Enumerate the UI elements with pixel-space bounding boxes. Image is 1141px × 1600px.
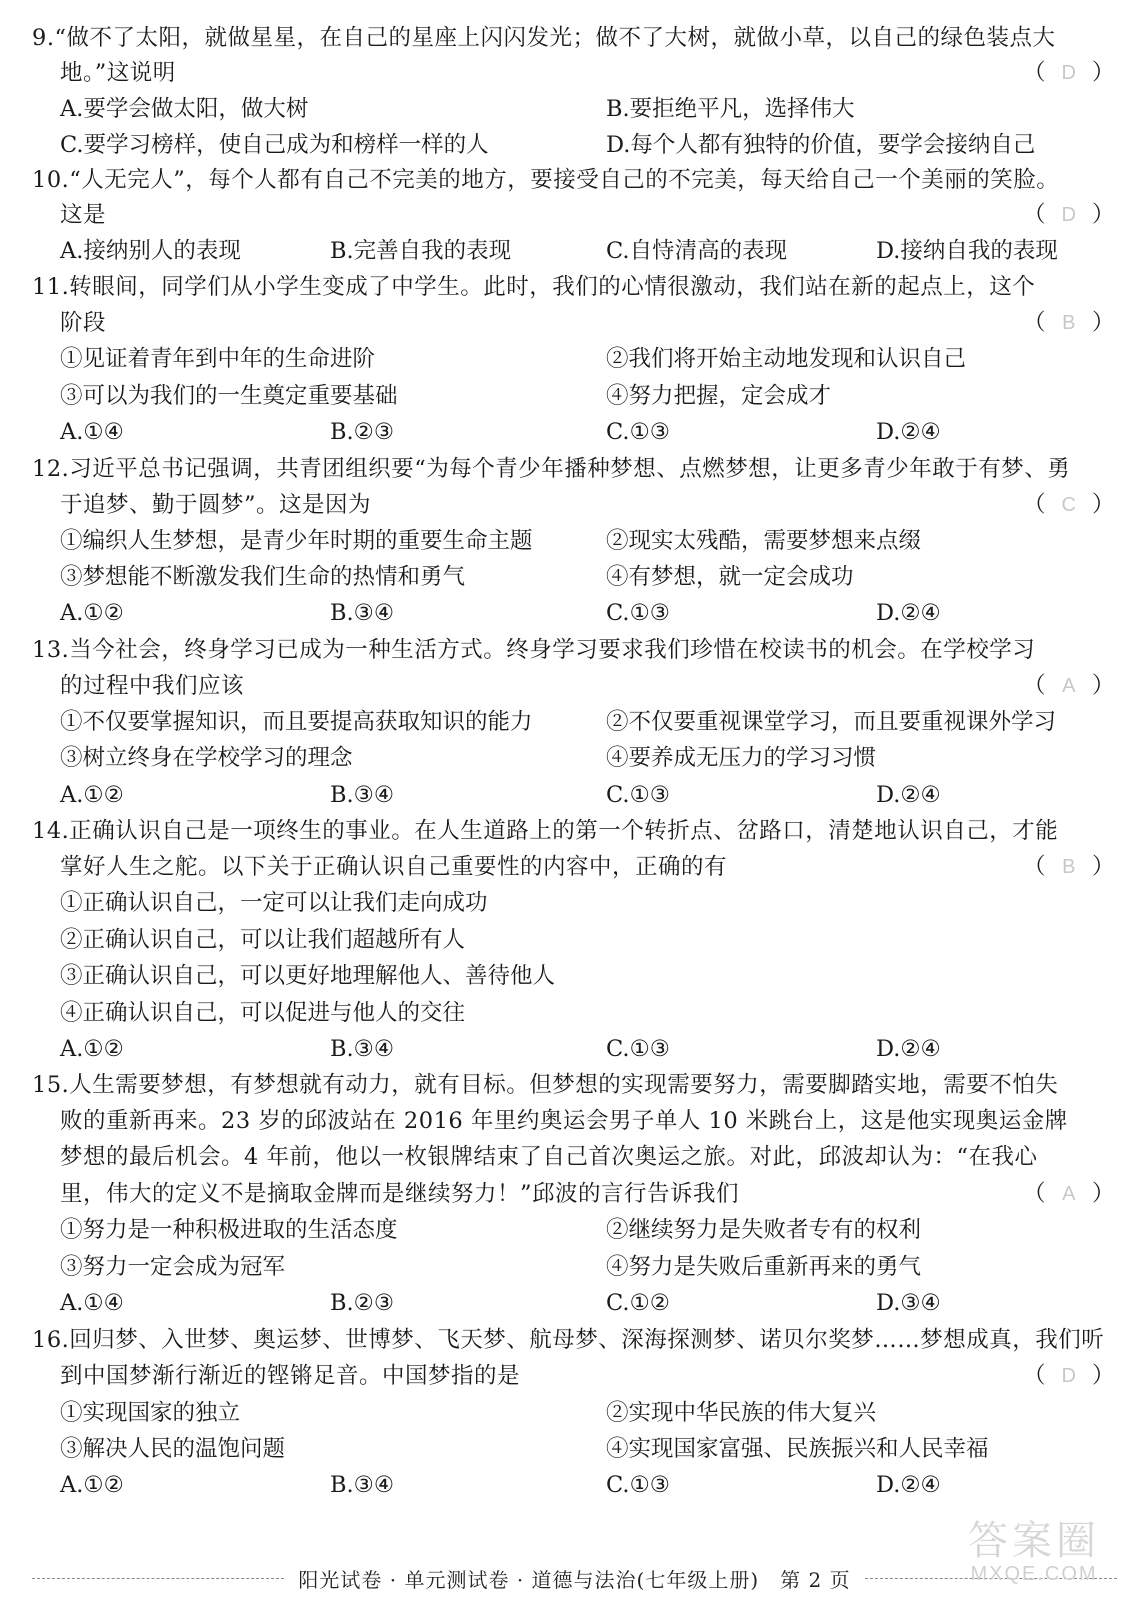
q12-item-4: ④有梦想，就一定会成功 bbox=[606, 564, 854, 590]
q11-option-c: C.①③ bbox=[606, 419, 670, 445]
q9-option-a: A.要学会做太阳，做大树 bbox=[60, 96, 309, 122]
q16-answer-box: （ D ） bbox=[1023, 1360, 1115, 1392]
q15-option-a: A.①④ bbox=[60, 1290, 124, 1316]
q15-answer-box: （ A ） bbox=[1023, 1178, 1115, 1210]
q15-answer-mark: A bbox=[1062, 1183, 1076, 1205]
q14-item-2: ②正确认识自己，可以让我们超越所有人 bbox=[60, 927, 466, 953]
q10-answer-mark: D bbox=[1061, 204, 1077, 226]
q9-option-d: D.每个人都有独特的价值，要学会接纳自己 bbox=[606, 132, 1036, 158]
watermark-logo: 答案圈 bbox=[968, 1517, 1100, 1564]
q14-stem-line-2: 掌好人生之舵。以下关于正确认识自己重要性的内容中，正确的有 （ B ） bbox=[32, 851, 1123, 883]
q11-item-1: ①见证着青年到中年的生命进阶 bbox=[60, 346, 376, 372]
q10-option-b: B.完善自我的表现 bbox=[330, 238, 512, 264]
q16-item-2: ②实现中华民族的伟大复兴 bbox=[606, 1400, 877, 1426]
q15-item-4: ④努力是失败后重新再来的勇气 bbox=[606, 1254, 922, 1280]
q13-answer-mark: A bbox=[1062, 675, 1076, 697]
q14-item-3: ③正确认识自己，可以更好地理解他人、善待他人 bbox=[60, 963, 556, 989]
q11-item-4: ④努力把握，定会成才 bbox=[606, 383, 832, 409]
q9-stem-text: 地。”这说明 bbox=[60, 60, 176, 86]
q15-option-b: B.②③ bbox=[330, 1290, 395, 1316]
q14-item-1: ①正确认识自己，一定可以让我们走向成功 bbox=[60, 890, 488, 916]
q11-option-b: B.②③ bbox=[330, 419, 395, 445]
footer-divider-left bbox=[32, 1578, 284, 1579]
q12-stem-line-1: 12.习近平总书记强调，共青团组织要“为每个青少年播种梦想、点燃梦想，让更多青少年敢于有梦、勇 bbox=[32, 456, 1071, 482]
q11-stem-line-1: 11.转眼间，同学们从小学生变成了中学生。此时，我们的心情很激动，我们站在新的起点上，这个 bbox=[32, 274, 1036, 300]
q14-option-a: A.①② bbox=[60, 1036, 124, 1062]
q15-option-c: C.①② bbox=[606, 1290, 670, 1316]
q11-answer-box: （ B ） bbox=[1023, 307, 1115, 339]
q11-option-a: A.①④ bbox=[60, 419, 124, 445]
q13-item-3: ③树立终身在学校学习的理念 bbox=[60, 745, 353, 771]
footer-text: 阳光试卷 · 单元测试卷 · 道德与法治(七年级上册) 第 2 页 bbox=[298, 1567, 851, 1592]
q15-item-1: ①努力是一种积极进取的生活态度 bbox=[60, 1217, 398, 1243]
q14-option-b: B.③④ bbox=[330, 1036, 395, 1062]
q12-option-a: A.①② bbox=[60, 600, 124, 626]
q16-item-1: ①实现国家的独立 bbox=[60, 1400, 241, 1426]
q12-option-c: C.①③ bbox=[606, 600, 670, 626]
q13-item-4: ④要养成无压力的学习习惯 bbox=[606, 745, 877, 771]
q11-item-3: ③可以为我们的一生奠定重要基础 bbox=[60, 383, 398, 409]
q16-stem-line-2: 到中国梦渐行渐近的铿锵足音。中国梦指的是 （ D ） bbox=[32, 1360, 1123, 1392]
q11-answer-mark: B bbox=[1062, 312, 1076, 334]
q10-stem-line-2: 这是 （ D ） bbox=[32, 199, 1123, 231]
q15-stem-line-3: 梦想的最后机会。4 年前，他以一枚银牌结束了自己首次奥运之旅。对此，邱波却认为：“在我心 bbox=[60, 1144, 1038, 1170]
q13-item-1: ①不仅要掌握知识，而且要提高获取知识的能力 bbox=[60, 709, 533, 735]
q14-answer-mark: B bbox=[1062, 856, 1076, 878]
q13-item-2: ②不仅要重视课堂学习，而且要重视课外学习 bbox=[606, 709, 1057, 735]
q13-option-c: C.①③ bbox=[606, 782, 670, 808]
q14-stem-line-1: 14.正确认识自己是一项终生的事业。在人生道路上的第一个转折点、岔路口，清楚地认识自己，才能 bbox=[32, 818, 1059, 844]
q12-item-3: ③梦想能不断激发我们生命的热情和勇气 bbox=[60, 564, 466, 590]
q16-option-c: C.①③ bbox=[606, 1472, 670, 1498]
q15-stem-line-1: 15.人生需要梦想，有梦想就有动力，就有目标。但梦想的实现需要努力，需要脚踏实地，需要不怕失 bbox=[32, 1072, 1059, 1098]
q10-stem-line-1: 10.“人无完人”，每个人都有自己不完美的地方，要接受自己的不完美，每天给自己一个美丽的笑脸。 bbox=[32, 167, 1060, 193]
q9-stem-line-2 bbox=[32, 57, 1123, 89]
q16-item-3: ③解决人民的温饱问题 bbox=[60, 1436, 286, 1462]
q14-option-c: C.①③ bbox=[606, 1036, 670, 1062]
q13-answer-box: （ A ） bbox=[1023, 670, 1115, 702]
q16-option-b: B.③④ bbox=[330, 1472, 395, 1498]
q15-item-2: ②继续努力是失败者专有的权利 bbox=[606, 1217, 922, 1243]
q14-answer-box: （ B ） bbox=[1023, 851, 1115, 883]
q16-item-4: ④实现国家富强、民族振兴和人民幸福 bbox=[606, 1436, 989, 1462]
q15-stem-line-4: 里，伟大的定义不是摘取金牌而是继续努力！”邱波的言行告诉我们 （ A ） bbox=[32, 1178, 1123, 1210]
q10-answer-box: （ D ） bbox=[1023, 199, 1115, 231]
q9-answer-mark: D bbox=[1061, 62, 1077, 84]
q13-option-d: D.②④ bbox=[876, 782, 941, 808]
q10-option-d: D.接纳自我的表现 bbox=[876, 238, 1058, 264]
q12-answer-mark: C bbox=[1061, 494, 1077, 516]
q12-item-1: ①编织人生梦想，是青少年时期的重要生命主题 bbox=[60, 528, 533, 554]
q11-stem-line-2: 阶段 （ B ） bbox=[32, 307, 1123, 339]
q10-option-a: A.接纳别人的表现 bbox=[60, 238, 241, 264]
q15-option-d: D.③④ bbox=[876, 1290, 941, 1316]
q12-item-2: ②现实太残酷，需要梦想来点缀 bbox=[606, 528, 922, 554]
q9-option-c: C.要学习榜样，使自己成为和榜样一样的人 bbox=[60, 132, 489, 158]
q9-stem-line-1: 9.“做不了太阳，就做星星，在自己的星座上闪闪发光；做不了大树，就做小草，以自己的绿色装点大 bbox=[32, 25, 1056, 51]
q9-answer-box: （ D ） bbox=[1023, 57, 1115, 89]
q13-option-b: B.③④ bbox=[330, 782, 395, 808]
q11-option-d: D.②④ bbox=[876, 419, 941, 445]
q13-stem-line-1: 13.当今社会，终身学习已成为一种生活方式。终身学习要求我们珍惜在校读书的机会。在学校学习 bbox=[32, 637, 1036, 663]
q16-option-a: A.①② bbox=[60, 1472, 124, 1498]
q15-item-3: ③努力一定会成为冠军 bbox=[60, 1254, 286, 1280]
q12-stem-line-2: 于追梦、勤于圆梦”。这是因为 （ C ） bbox=[32, 489, 1123, 521]
q14-item-4: ④正确认识自己，可以促进与他人的交往 bbox=[60, 1000, 466, 1026]
watermark bbox=[939, 1512, 1129, 1592]
q9-option-b: B.要拒绝平凡，选择伟大 bbox=[606, 96, 855, 122]
q13-option-a: A.①② bbox=[60, 782, 124, 808]
q16-stem-line-1: 16.回归梦、入世梦、奥运梦、世博梦、飞天梦、航母梦、深海探测梦、诺贝尔奖梦……梦想成真，我们听 bbox=[32, 1327, 1105, 1353]
q10-option-c: C.自恃清高的表现 bbox=[606, 238, 788, 264]
q15-stem-line-2: 败的重新再来。23 岁的邱波站在 2016 年里约奥运会男子单人 10 米跳台上，这是他实现奥运金牌 bbox=[60, 1108, 1068, 1134]
q11-item-2: ②我们将开始主动地发现和认识自己 bbox=[606, 346, 967, 372]
q16-option-d: D.②④ bbox=[876, 1472, 941, 1498]
q14-option-d: D.②④ bbox=[876, 1036, 941, 1062]
q12-option-d: D.②④ bbox=[876, 600, 941, 626]
q12-option-b: B.③④ bbox=[330, 600, 395, 626]
q12-answer-box: （ C ） bbox=[1023, 489, 1115, 521]
watermark-url: MXQE.COM bbox=[970, 1562, 1098, 1585]
q13-stem-line-2: 的过程中我们应该 （ A ） bbox=[32, 670, 1123, 702]
q16-answer-mark: D bbox=[1061, 1365, 1077, 1387]
